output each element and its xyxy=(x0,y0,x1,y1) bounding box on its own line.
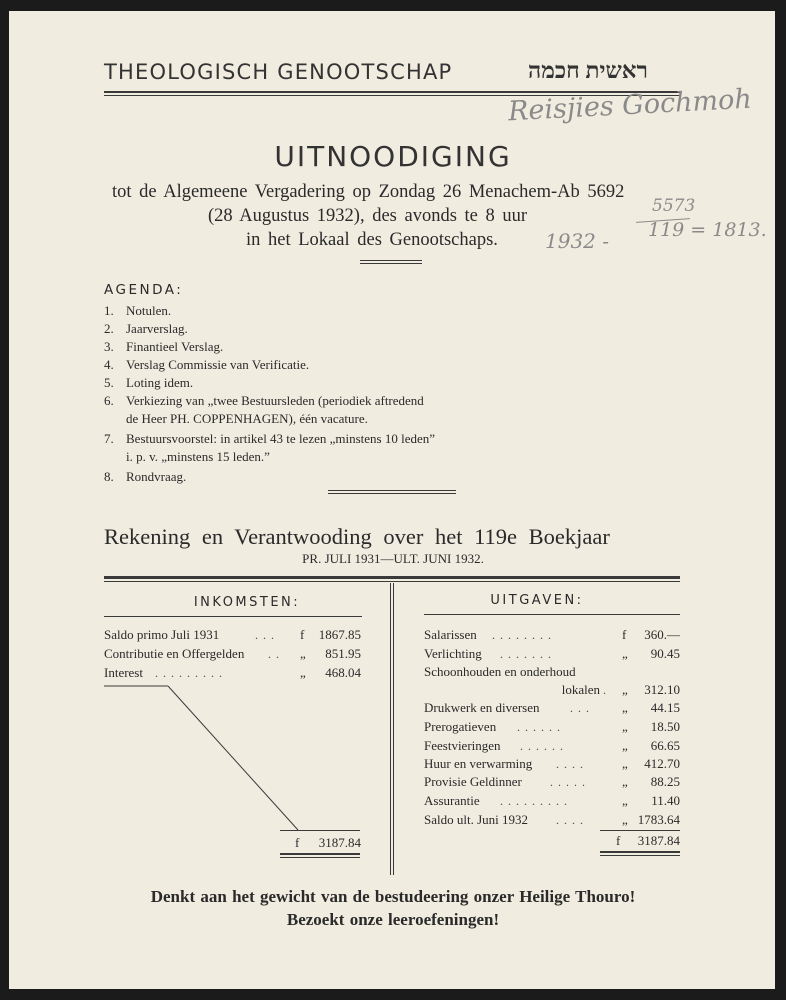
agenda-item: 5. Loting idem. xyxy=(104,375,194,390)
expense-amount: 44.15 xyxy=(650,700,680,715)
expense-amount: 412.70 xyxy=(644,756,680,771)
leader-dots: ...... xyxy=(520,739,568,753)
expense-total-rule xyxy=(600,830,680,831)
agenda-item: 8. Rondvraag. xyxy=(104,469,187,484)
expense-currency: „ xyxy=(622,700,628,715)
expense-currency: „ xyxy=(622,719,628,734)
hebrew-motto: ראשית חכמה xyxy=(528,58,648,83)
agenda-item-continuation: de Heer PH. COPPENHAGEN), één vacature. xyxy=(126,411,368,426)
expense-label: Saldo ult. Juni 1932 xyxy=(424,812,529,827)
accounts-title: Rekening en Verantwooding over het 119e Boekjaar xyxy=(104,524,610,549)
leader-dots: ... xyxy=(255,628,279,642)
agenda-item: 2. Jaarverslag. xyxy=(104,321,188,336)
handwritten-note-result: 119 = 1813. xyxy=(648,219,767,241)
invitation-title: UITNOODIGING xyxy=(274,140,512,173)
expense-currency: „ xyxy=(622,756,628,771)
income-total: 3187.84 xyxy=(318,835,361,850)
income-label: Saldo primo Juli 1931 xyxy=(104,627,220,642)
expense-currency: „ xyxy=(622,646,628,661)
agenda-item: 4. Verslag Commissie van Verificatie. xyxy=(104,357,310,372)
income-total-rule xyxy=(280,830,360,831)
expense-amount: 312.10 xyxy=(644,682,680,697)
income-total-currency: f xyxy=(295,835,300,850)
invitation-line-3: in het Lokaal des Genootschaps. xyxy=(246,230,498,250)
leader-dots: ...... xyxy=(517,720,565,734)
leader-dots: ........ xyxy=(492,628,556,642)
expense-amount: 90.45 xyxy=(650,646,680,661)
leader-dots: .. xyxy=(268,647,284,661)
leader-dots: . xyxy=(603,683,611,697)
expense-label: Huur en verwarming xyxy=(424,756,533,771)
expense-heading: UITGAVEN: xyxy=(490,593,584,608)
expense-total-underline-2 xyxy=(600,855,680,856)
expense-label: Salarissen xyxy=(424,627,477,642)
expense-amount: 1783.64 xyxy=(637,812,680,827)
income-currency: f xyxy=(300,627,305,642)
expense-currency: „ xyxy=(622,774,628,789)
footer-exhortation: Denkt aan het gewicht van de bestudeering onzer Heilige Thouro! xyxy=(150,887,636,906)
income-total-underline-2 xyxy=(280,857,360,858)
income-heading: INKOMSTEN: xyxy=(193,595,301,610)
expense-amount: 18.50 xyxy=(650,719,680,734)
expense-currency: „ xyxy=(622,793,628,808)
agenda-heading: AGENDA: xyxy=(104,282,184,298)
society-name: THEOLOGISCH GENOOTSCHAP xyxy=(104,60,453,84)
agenda-item: 7. Bestuursvoorstel: in artikel 43 te lezen „minstens 10 leden” xyxy=(104,431,436,446)
invitation-line-2: (28 Augustus 1932), des avonds te 8 uur xyxy=(208,206,528,226)
leader-dots: .... xyxy=(556,813,588,827)
handwritten-name: Reisjies Gochmoh xyxy=(507,83,753,128)
handwritten-note-top: 5573 xyxy=(652,196,696,216)
expense-currency: f xyxy=(622,627,627,642)
handwritten-note-year: 1932 - xyxy=(545,229,610,253)
expense-label: Feestvieringen xyxy=(424,738,501,753)
income-amount: 468.04 xyxy=(325,665,361,680)
footer-invitation: Bezoekt onze leeroefeningen! xyxy=(286,910,500,929)
leader-dots: ......... xyxy=(500,794,572,808)
income-currency: „ xyxy=(300,665,306,680)
invitation-line-1: tot de Algemeene Vergadering op Zondag 26 Menachem-Ab 5692 xyxy=(112,182,625,202)
agenda-item-continuation: i. p. v. „minstens 15 leden.” xyxy=(126,449,270,464)
expense-label: Prerogatieven xyxy=(424,719,497,734)
expense-amount: 66.65 xyxy=(650,738,680,753)
expense-currency: „ xyxy=(622,812,628,827)
expense-label: Schoonhouden en onderhoud xyxy=(424,664,576,679)
expense-label: Drukwerk en diversen xyxy=(424,700,540,715)
expense-total: 3187.84 xyxy=(637,833,680,848)
expense-currency: „ xyxy=(622,682,628,697)
income-currency: „ xyxy=(300,646,306,661)
income-amount: 851.95 xyxy=(325,646,361,661)
agenda-item: 1. Notulen. xyxy=(104,303,172,318)
leader-dots: ... xyxy=(570,701,594,715)
expense-amount: 11.40 xyxy=(651,793,680,808)
expense-total-underline-1 xyxy=(600,851,680,853)
expense-currency: „ xyxy=(622,738,628,753)
expense-total-currency: f xyxy=(616,833,621,848)
agenda-item: 6. Verkiezing van „twee Bestuursleden (periodiek aftredend xyxy=(104,393,424,408)
expense-label: lokalen xyxy=(561,682,600,697)
accounts-period: PR. JULI 1931—ULT. JUNI 1932. xyxy=(302,551,484,566)
income-label: Contributie en Offergelden xyxy=(104,646,245,661)
income-amount: 1867.85 xyxy=(318,627,361,642)
expense-label: Verlichting xyxy=(424,646,482,661)
income-label: Interest xyxy=(104,665,143,680)
leader-dots: ....... xyxy=(500,647,556,661)
expense-label: Assurantie xyxy=(424,793,480,808)
income-total-underline-1 xyxy=(280,853,360,855)
agenda-item: 3. Finantieel Verslag. xyxy=(104,339,224,354)
leader-dots: ......... xyxy=(155,666,227,680)
expense-amount: 360.— xyxy=(644,627,680,642)
expense-label: Provisie Geldinner xyxy=(424,774,522,789)
expense-amount: 88.25 xyxy=(650,774,680,789)
leader-dots: ..... xyxy=(550,775,590,789)
leader-dots: .... xyxy=(556,757,588,771)
